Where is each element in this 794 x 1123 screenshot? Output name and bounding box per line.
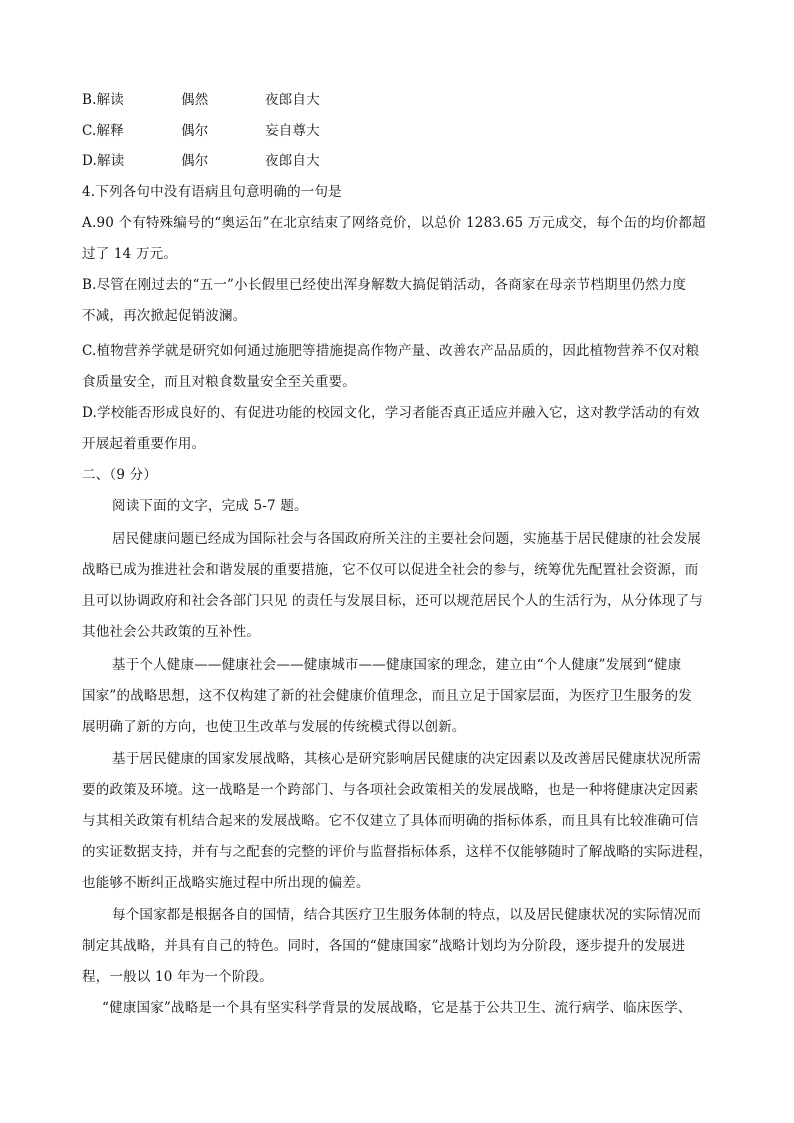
option-word-2: 夜郎自大 — [265, 153, 320, 169]
paragraph-3-line-2: 要的政策及环境。这一战略是一个跨部门、与各项社会政策相关的发展战略，也是一种将健康决定因素 — [82, 782, 699, 798]
option-letter: C.解释 — [82, 123, 124, 139]
paragraph-1-line-3: 且可以协调政府和社会各部门只见 的责任与发展目标，还可以规范居民个人的生活行为，从分体现了与 — [82, 593, 703, 609]
paragraph-1-line-2: 战略已成为推进社会和谐发展的重要措施，它不仅可以促进全社会的参与，统筹优先配置社会资源，而 — [82, 562, 699, 578]
option-word-2: 妄自尊大 — [265, 123, 320, 139]
paragraph-4-line-2: 制定其战略，并具有自己的特色。同时，各国的“健康国家”战略计划均为分阶段，逐步提升的发展进 — [82, 938, 686, 954]
section-2-heading: 二、（9 分） — [82, 467, 158, 483]
q4-option-b-line-2: 不减，再次掀起促销波澜。 — [82, 308, 247, 324]
q4-option-a-line-1: A.90 个有特殊编号的“奥运缶”在北京结束了网络竞价，以总价 1283.65 万元成交，每个缶的均价都超 — [82, 215, 706, 231]
q4-option-c-line-2: 食质量安全，而且对粮食数量安全至关重要。 — [82, 374, 356, 390]
q4-option-d-line-1: D.学校能否形成良好的、有促进功能的校园文化，学习者能否真正适应并融入它，这对教学活动的有效 — [82, 405, 700, 421]
q4-option-b-line-1: B.尽管在刚过去的“五一”小长假里已经使出浑身解数大搞促销活动，各商家在母亲节档期里仍然力度 — [82, 277, 687, 293]
option-word-1: 偶尔 — [181, 123, 209, 139]
option-letter: B.解读 — [82, 92, 125, 108]
q4-option-a-line-2: 过了 14 万元。 — [82, 246, 178, 262]
paragraph-3-line-5: 也能够不断纠正战略实施过程中所出现的偏差。 — [82, 875, 370, 891]
paragraph-2-line-3: 展明确了新的方向，也使卫生改革与发展的传统模式得以创新。 — [82, 719, 466, 735]
option-row-d — [82, 152, 682, 170]
paragraph-3-line-4: 的实证数据支持，并有与之配套的完整的评价与监督指标体系，这样不仅能够随时了解战略的实际进程， — [82, 844, 713, 860]
option-word-2: 夜郎自大 — [265, 92, 320, 108]
option-row-b — [82, 91, 682, 109]
option-word-1: 偶然 — [181, 92, 209, 108]
paragraph-5-line-1: “健康国家”战略是一个具有坚实科学背景的发展战略，它是基于公共卫生、流行病学、临床医学、 — [102, 1000, 692, 1016]
paragraph-2-line-2: 国家”的战略思想，这不仅构建了新的社会健康价值理念，而且立足于国家层面，为医疗卫生服务的发 — [82, 688, 692, 704]
paragraph-1-line-4: 其他社会公共政策的互补性。 — [82, 624, 261, 640]
section-2-instruction: 阅读下面的文字，完成 5-7 题。 — [112, 498, 308, 514]
paragraph-4-line-1: 每个国家都是根据各自的国情，结合其医疗卫生服务体制的特点，以及居民健康状况的实际情况而 — [112, 907, 702, 923]
option-row-c — [82, 122, 682, 140]
question-4-stem: 4.下列各句中没有语病且句意明确的一句是 — [82, 184, 342, 200]
paragraph-3-line-1: 基于居民健康的国家发展战略，其核心是研究影响居民健康的决定因素以及改善居民健康状况所需 — [112, 751, 702, 767]
paragraph-1-line-1: 居民健康问题已经成为国际社会与各国政府所关注的主要社会问题，实施基于居民健康的社会发展 — [112, 531, 702, 547]
paragraph-4-line-3: 程，一般以 10 年为一个阶段。 — [82, 969, 273, 985]
q4-option-c-line-1: C.植物营养学就是研究如何通过施肥等措施提高作物产量、改善农产品品质的，因此植物营养不仅对粮 — [82, 343, 700, 359]
q4-option-d-line-2: 开展起着重要作用。 — [82, 436, 206, 452]
paragraph-3-line-3: 与其相关政策有机结合起来的发展战略。它不仅建立了具体而明确的指标体系，而且具有比较准确可信 — [82, 813, 699, 829]
option-letter: D.解读 — [82, 153, 125, 169]
option-word-1: 偶尔 — [181, 153, 209, 169]
paragraph-2-line-1: 基于个人健康——健康社会——健康城市——健康国家的理念，建立由“个人健康”发展到“健康 — [112, 657, 682, 673]
